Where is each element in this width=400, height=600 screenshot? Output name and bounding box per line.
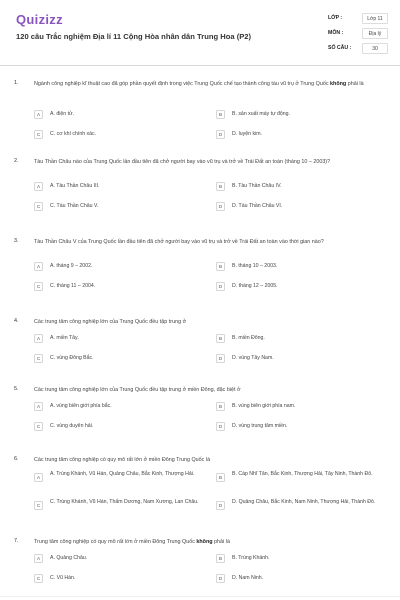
option-b[interactable] [216, 108, 392, 122]
question-text-emphasis: không [196, 539, 213, 545]
quizizz-logo: Quizizz [16, 12, 63, 27]
worksheet-meta [328, 12, 388, 57]
meta-value-question-count: 30 [362, 43, 388, 54]
option-text: B. vùng biên giới phía nam. [232, 403, 296, 409]
option-text: A. miền Tây. [50, 335, 79, 341]
option-letter-box: B [216, 473, 225, 482]
question-number: 7. [14, 538, 19, 544]
option-b[interactable] [216, 260, 392, 274]
option-text: B. Cáp Nhĩ Tân, Bắc Kinh, Thượng Hải, Tây Ninh, Thành Đô. [232, 471, 373, 477]
option-c[interactable] [34, 352, 212, 366]
question-text-part: phải là [346, 81, 364, 87]
option-text: A. Trùng Khánh, Vũ Hán, Quảng Châu, Bắc Kinh, Thượng Hải. [50, 471, 195, 477]
option-text: A. điện tử. [50, 111, 74, 117]
option-text: A. tháng 9 – 2002. [50, 263, 93, 269]
question-number: 4. [14, 318, 19, 324]
option-d[interactable] [216, 128, 392, 142]
option-text: D. tháng 12 – 2005. [232, 283, 278, 289]
option-text: C. tháng 11 – 2004. [50, 283, 96, 289]
option-letter-box: D [216, 202, 225, 211]
option-text: C. Vũ Hán. [50, 575, 76, 581]
option-letter-box: B [216, 334, 225, 343]
question-number: 1. [14, 80, 19, 86]
option-text: D. luyện kim. [232, 131, 262, 137]
question-text [34, 238, 386, 246]
option-letter-box: B [216, 262, 225, 271]
question-text-part: Ngành công nghiệp kĩ thuật cao đã góp phần quyết định trong việc Trung Quốc chế tạo thành công tàu vũ trụ ở Trung Quốc [34, 81, 331, 87]
question-number: 2. [14, 158, 19, 164]
question-text-emphasis: không [330, 81, 347, 87]
option-text: B. sản xuất máy tự động. [232, 111, 290, 117]
option-text: D. Tàu Thần Châu VI. [232, 203, 283, 209]
meta-label-subject: MÔN : [328, 30, 344, 36]
option-letter-box: A [34, 402, 43, 411]
question-number: 6. [14, 456, 19, 462]
option-d[interactable] [216, 200, 392, 214]
option-c[interactable] [34, 200, 212, 214]
meta-row-subject [328, 27, 388, 42]
option-letter-box: A [34, 334, 43, 343]
option-a[interactable] [34, 180, 212, 194]
option-text: A. vùng biên giới phía bắc. [50, 403, 112, 409]
question-number: 5. [14, 386, 19, 392]
option-text: C. Tàu Thần Châu V. [50, 203, 99, 209]
option-letter-box: D [216, 574, 225, 583]
option-text: C. cơ khí chính xác. [50, 131, 97, 137]
meta-label-grade: LỚP : [328, 15, 343, 21]
option-letter-box: C [34, 282, 43, 291]
option-b[interactable] [216, 180, 392, 194]
option-c[interactable] [34, 128, 212, 142]
option-b[interactable] [216, 468, 392, 490]
question-text [34, 158, 386, 166]
meta-value-grade: Lớp 11 [362, 13, 388, 24]
option-b[interactable] [216, 332, 392, 346]
option-text: D. vùng trung tâm miền. [232, 423, 288, 429]
option-letter-box: D [216, 501, 225, 510]
option-letter-box: D [216, 282, 225, 291]
option-letter-box: B [216, 182, 225, 191]
option-letter-box: C [34, 202, 43, 211]
option-letter-box: A [34, 262, 43, 271]
question-text-part: Các trung tâm công nghiệp có quy mô rất lớn ở miền Đông Trung Quốc là [34, 457, 211, 463]
option-d[interactable] [216, 280, 392, 294]
option-b[interactable] [216, 400, 392, 414]
option-text: A. Tàu Thần Châu III. [50, 183, 100, 189]
worksheet-header [0, 0, 400, 66]
option-d[interactable] [216, 496, 392, 518]
page-bottom-divider [0, 596, 400, 597]
option-text: C. Trùng Khánh, Vũ Hán, Thẩm Dương, Nam Xương, Lan Châu. [50, 499, 199, 505]
option-letter-box: D [216, 354, 225, 363]
question-text-part: Tàu Thần Châu nào của Trung Quốc lần đầu tiên đã chở người bay vào vũ trụ và trở về Trái Đất an toàn (tháng 10 – 2003)? [34, 159, 331, 165]
option-d[interactable] [216, 572, 392, 586]
option-letter-box: C [34, 354, 43, 363]
question-text [34, 386, 386, 394]
option-letter-box: A [34, 182, 43, 191]
meta-row-grade [328, 12, 388, 27]
option-c[interactable] [34, 420, 212, 434]
option-text: B. Tàu Thần Châu IV. [232, 183, 282, 189]
meta-value-subject: Địa lý [362, 28, 388, 39]
question-text-part: phải là [212, 539, 230, 545]
option-text: B. tháng 10 – 2003. [232, 263, 278, 269]
option-a[interactable] [34, 400, 212, 414]
question-text [34, 318, 386, 326]
option-letter-box: B [216, 402, 225, 411]
meta-label-question-count: SỐ CÂU : [328, 45, 352, 51]
question-text-part: Trung tâm công nghiệp có quy mô rất lớn ở miền Đông Trung Quốc [34, 539, 197, 545]
option-a[interactable] [34, 332, 212, 346]
option-text: B. miền Đông. [232, 335, 265, 341]
question-text [34, 538, 386, 546]
option-a[interactable] [34, 108, 212, 122]
option-letter-box: A [34, 554, 43, 563]
question-number: 3. [14, 238, 19, 244]
option-text: A. Quảng Châu. [50, 555, 88, 561]
option-text: B. Trùng Khánh. [232, 555, 270, 561]
option-a[interactable] [34, 552, 212, 566]
option-text: D. vùng Tây Nam. [232, 355, 274, 361]
option-letter-box: D [216, 422, 225, 431]
option-letter-box: B [216, 110, 225, 119]
option-a[interactable] [34, 468, 212, 490]
option-c[interactable] [34, 496, 212, 518]
meta-row-question-count [328, 42, 388, 57]
option-a[interactable] [34, 260, 212, 274]
question-text [34, 456, 386, 464]
question-text-part: Các trung tâm công nghiệp lớn của Trung Quốc đều tập trung ở miền Đông, đặc biệt ở [34, 387, 241, 393]
option-text: D. Quảng Châu, Bắc Kinh, Nam Ninh, Thượng Hải, Thành Đô. [232, 499, 376, 505]
option-b[interactable] [216, 552, 392, 566]
option-d[interactable] [216, 352, 392, 366]
option-text: C. vùng Đông Bắc. [50, 355, 94, 361]
option-c[interactable] [34, 280, 212, 294]
option-letter-box: D [216, 130, 225, 139]
option-letter-box: C [34, 130, 43, 139]
option-text: D. Nam Ninh. [232, 575, 264, 581]
option-c[interactable] [34, 572, 212, 586]
option-letter-box: C [34, 501, 43, 510]
option-letter-box: A [34, 110, 43, 119]
question-text-part: Tàu Thần Châu V của Trung Quốc lần đầu tiên đã chở người bay vào vũ trụ và trở về Trái Đất an toàn vào thời gian nào? [34, 239, 324, 245]
option-letter-box: B [216, 554, 225, 563]
worksheet-title: 120 câu Trắc nghiệm Địa lí 11 Cộng Hòa nhân dân Trung Hoa (P2) [16, 32, 252, 41]
option-letter-box: C [34, 422, 43, 431]
question-text [34, 80, 386, 88]
question-text-part: Các trung tâm công nghiệp lớn của Trung Quốc đều tập trung ở [34, 319, 187, 325]
option-d[interactable] [216, 420, 392, 434]
option-text: C. vùng duyên hải. [50, 423, 94, 429]
option-letter-box: A [34, 473, 43, 482]
option-letter-box: C [34, 574, 43, 583]
